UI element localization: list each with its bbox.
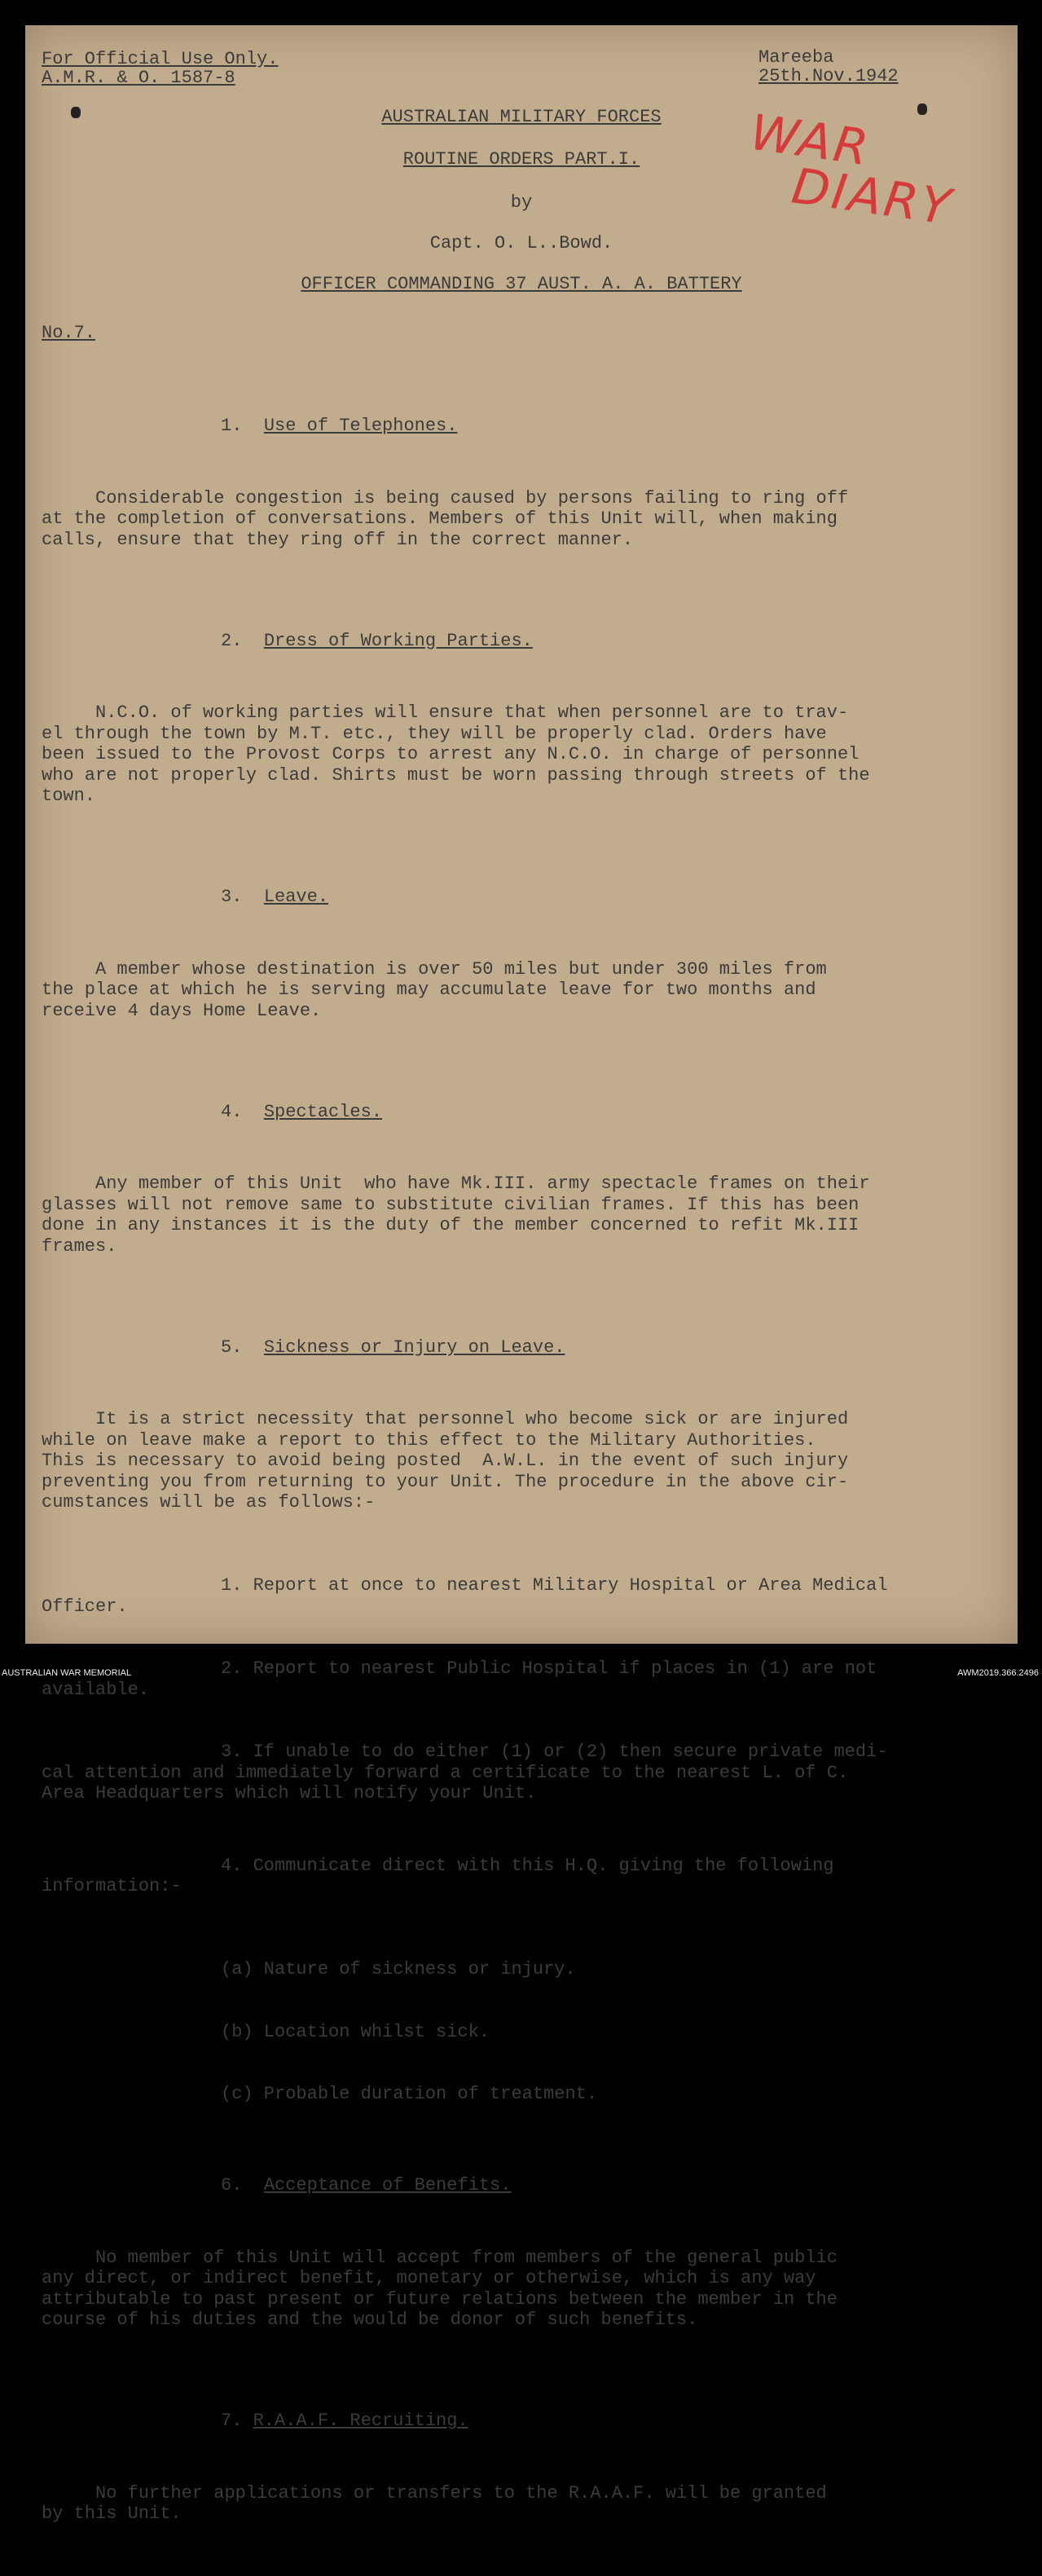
section-text: Considerable congestion is being caused by persons failing to ring off at the completion of conversations. Members of this Unit will, when making calls, ensure that they ring off in the correct manner. [42,487,849,550]
section-title: Sickness or Injury on Leave. [263,1336,565,1358]
procedure-item [42,1575,1003,1617]
procedure-first-line: 3. If unable to do either (1) or (2) then secure private medi- [221,1742,888,1762]
section-title: Leave. [263,887,329,907]
section-heading [42,1102,1003,1123]
procedure-continuation: Officer. [42,1596,128,1617]
title-line: AUSTRALIAN MILITARY FORCES [381,107,662,127]
section-heading [42,416,1003,437]
section-title: Use of Telephones. [263,416,458,436]
stamp-line: DIARY [788,157,956,237]
procedure-first-line: 1. Report at once to nearest Military Hospital or Area Medical [221,1575,888,1596]
section-heading [42,887,1003,908]
section-number: 4. [221,1101,243,1122]
section-number: 6. [221,2175,243,2195]
section-heading [42,631,1003,652]
classification-block [42,50,278,87]
procedure-item [42,1742,1003,1804]
section-heading [42,1337,1003,1358]
unit-line: OFFICER COMMANDING 37 AUST. A. A. BATTERY [301,274,742,294]
info-item: (c) Probable duration of treatment. [221,2084,598,2104]
section-title: Spectacles. [263,1101,383,1122]
procedure-continuation: cal attention and immediately forward a certificate to the nearest L. of C. Area Headquarters which will notify your Unit. [42,1762,849,1803]
reference-line: A.M.R. & O. 1587-8 [42,68,235,88]
section-title: Acceptance of Benefits. [263,2175,512,2195]
section-text: It is a strict necessity that personnel who become sick or are injured while on leave make a report to this effect to the Military Authorities. This is necessary to avoid being posted A.W.L. in the event of such injury preventing you from returning to your Unit. The procedure in the above cir- cumstances will be as follows:- [42,1409,849,1513]
war-diary-stamp [741,103,962,237]
date: 25th.Nov.1942 [758,66,899,86]
section-title: Dress of Working Parties. [263,630,533,651]
section-number: 1. [221,416,243,436]
section-number: 5. [221,1336,243,1358]
section-heading [42,2411,1003,2432]
order-number: No.7. [42,323,96,343]
section-text: No member of this Unit will accept from members of the general public any direct, or indirect benefit, monetary or otherwise, which is any way attributable to past present or future relations between the member in the course of his duties and the would be donor of such benefits. [42,2247,838,2330]
section-number: 2. [221,630,243,651]
title-line: by [510,192,533,213]
procedure-first-line: 2. Report to nearest Public Hospital if places in (1) are not [221,1658,877,1679]
stamp-line: WAR [746,103,874,178]
info-item: (b) Location whilst sick. [221,2021,490,2042]
place: Mareeba [758,47,834,68]
title-line: ROUTINE ORDERS PART.I. [402,149,640,170]
procedure-continuation: information:- [42,1876,182,1896]
archive-reference: AWM2019.366.2496 [957,1668,1039,1678]
section-text: N.C.O. of working parties will ensure that when personnel are to trav- el through the town by M.T. etc., they will be properly clad. Orders have been issued to the Provost Corps to arrest any N.C.O. in charge of personnel who are not properly clad. Shirts must be worn passing through streets of the town. [42,702,870,806]
section-heading [42,2175,1003,2196]
section-text: A member whose destination is over 50 miles but under 300 miles from the place at which he is serving may accumulate leave for two months and receive 4 days Home Leave. [42,958,827,1021]
section-title: R.A.A.F. Recruiting. [253,2411,468,2431]
section-text: Any member of this Unit who have Mk.III. army spectacle frames on their glasses will not remove same to substitute civilian frames. If this has been done in any instances it is the duty of the member concerned to refit Mk.III frames. [42,1174,870,1257]
procedure-first-line: 4. Communicate direct with this H.Q. giving the following [221,1855,834,1876]
archive-credit: AUSTRALIAN WAR MEMORIAL [2,1668,132,1678]
section-number: 3. [221,887,243,907]
section-text: No further applications or transfers to the R.A.A.F. will be granted by this Unit. [42,2482,827,2524]
procedure-item [42,1658,1003,1700]
procedure-item [42,1856,1003,1897]
procedure-continuation: available. [42,1679,150,1700]
orders-body [42,366,1003,2576]
place-date-block [758,48,899,86]
author-line: Capt. O. L..Bowd. [429,233,613,253]
classification-line: For Official Use Only. [42,49,279,69]
info-item: (a) Nature of sickness or injury. [221,1959,576,1979]
section-number: 7. [221,2411,243,2431]
